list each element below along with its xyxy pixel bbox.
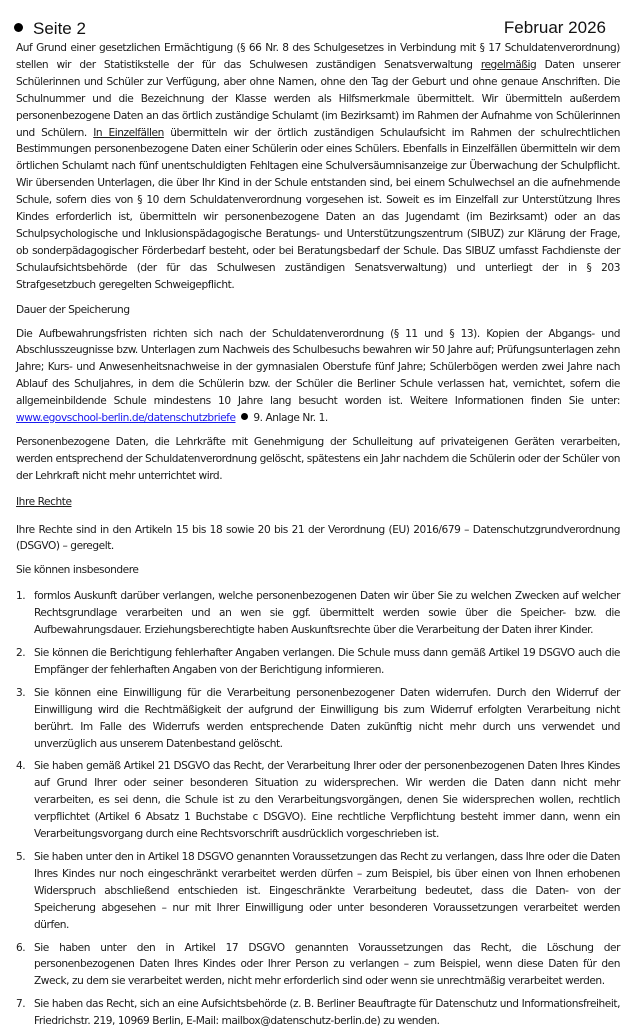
list-item (16, 588, 620, 639)
list-item-text: formlos Auskunft darüber verlangen, welche personenbezogenen Daten wir über Sie zu welchen Zwecken auf welcher Rechtsgrundlage verarbeiten und an wen sie ggf. übermittelt werden sowie über die Speicher- bzw. die Aufbewahrungsdauer. Erziehungsberechtigte haben Auskunftsrechte über die Verarbeitung der Daten ihrer Kinder. (34, 590, 620, 637)
private-devices-paragraph: Personenbezogene Daten, die Lehrkräfte mit Genehmigung der Schulleitung auf privateigenen Geräten verarbeiten, werden entsprechend der Schuldatenverordnung gelöscht, spätestens ein Jahr nachdem die Schülerin oder der Schüler von der Lehrkraft nicht mehr unterrichtet wird. (16, 435, 620, 482)
list-item-number: 7. (16, 998, 26, 1011)
list-item-text: Sie haben das Recht, sich an eine Aufsichtsbehörde (z. B. Berliner Beauftragte für Datenschutz und Informationsfreiheit, Friedrichstr. 219, 10969 Berlin, E-Mail: mailbox@datenschutz-berlin.de) zu wenden. (34, 998, 620, 1028)
list-item-text: Sie haben gemäß Artikel 21 DSGVO das Recht, der Verarbeitung Ihrer oder der personenbezogenen Daten Ihres Kindes auf Grund Ihrer oder seiner besonderen Situation zu widersprechen. Wir werden die Daten dann nicht mehr verarbeiten, es sei denn, die Schule ist zu den Verarbeitungsvorgängen, denen Sie widersprechen wollen, rechtlich verpflichtet (Artikel 6 Absatz 1 Buchstabe c DSGVO). Eine rechtliche Verpflichtung besteht immer dann, wenn ein Verarbeitungsvorgang durch eine Rechtsvorschrift ausdrücklich vorgeschrieben ist. (34, 760, 620, 841)
storage-text: Die Aufbewahrungsfristen richten sich nach der Schuldatenverordnung (§ 11 und § 13). Kopien der Abgangs- und Abschlusszeugnisse bzw. Unterlagen zum Nachweis des Schulbesuchs bewahren wir 50 Jahre auf; Prüfungsunterlagen zehn Jahre; Kurs- und Anwesenheitsnachweise in der gymnasialen Oberstufe fünf Jahre; Schülerbögen werden zwei Jahre nach Ablauf des Schuljahres, in dem die Schülerin bzw. der Schüler die Berliner Schule verlassen hat, vernichtet, sofern die allgemeinbildende Schule mindestens 10 Jahre lang besucht worden ist. Weitere Informationen finden Sie unter: (16, 327, 620, 408)
intro-paragraph (16, 40, 620, 294)
intro-text-3: übermitteln wir der örtlich zuständigen Schulaufsicht im Rahmen der schulrechtlichen Bestimmungen personenbezogene Daten einer Schülerin oder eines Schülers. Ebenfalls in Einzelfällen übermitteln wir dem örtlichen Schulamt nach fünf unentschuldigten Fehltagen eine Schulversäumnisanzeige zur Überwachung der Schulpflicht. Wir übersenden Unterlagen, die über Ihr Kind in der Schule entstanden sind, bei einem Schulwechsel an die aufnehmende Schule, sofern dies von § 10 dern Schuldatenverordnung vorgesehen ist. Soweit es im Einzelfall zur Unterstützung Ihres Kindes erforderlich ist, übermitteln wir personenbezogene Daten an das Jugendamt (im Bezirksamt) oder an das Schulpsychologische und Inklusionspädagogische Beratungs- und Unterstützungszentrum (SIBUZ) zur Klärung der Frage, ob sonderpädagogischer Förderbedarf besteht, oder bei Beratungsbedarf der Schule. Das SIBUZ umfasst Fachdienste der Schulaufsichtsbehörde (der für das Schulwesen zuständigen Senatsverwaltung) und unterliegt der in § 203 Strafgesetzbuch geregelten Schweigepflicht. (16, 126, 621, 291)
page-label (14, 19, 86, 39)
list-item-number: 3. (16, 686, 26, 699)
intro-text-2: Daten unserer Schülerinnen und Schüler zur Verfügung, aber ohne Namen, ohne den Tag der Geburt und ohne genaue Anschriften. Die Schulnummer und die Bezeichnung der Klasse werden als Hilfsmerkmale übermittelt. Wir übermitteln außerdem personenbezogene Daten an das örtlich zuständige Schulamt (im Bezirksamt) im Rahmen der Aufnahme von Schülerinnen und Schülern. (16, 58, 620, 139)
intro-underlined-einzelfaellen: In Einzelfällen (93, 126, 164, 139)
storage-paragraph (16, 326, 620, 427)
list-item-text: Sie können die Berichtigung fehlerhafter Angaben verlangen. Die Schule muss dann gemäß Artikel 19 DSGVO auch die Empfänger der fehlerhaften Angaben von der Berichtigung informieren. (34, 647, 620, 676)
intro-underlined-regelmaessig: regelmäßig (480, 58, 537, 71)
list-item (16, 849, 620, 934)
list-item-number: 6. (16, 941, 26, 954)
list-item-text: Sie können eine Einwilligung für die Verarbeitung personenbezogener Daten widerrufen. Durch den Widerruf der Einwilligung wird die Rechtmäßigkeit der aufgrund der Einwilligung bis zum Widerruf erfolgten Verarbeitung nicht berührt. Im Falle des Widerrufs werden entsprechende Daten zukünftig nicht mehr durch uns verwendet und unverzüglich aus unserem Datenbestand gelöscht. (34, 686, 620, 750)
list-item-number: 4. (16, 760, 26, 773)
list-item-number: 2. (16, 647, 26, 659)
list-item (16, 940, 620, 991)
list-item-text: Sie haben unter den in Artikel 18 DSGVO genannten Voraussetzungen das Recht zu verlangen, dass Ihre oder die Daten Ihres Kindes nur noch eingeschränkt verarbeitet werden dürfen – zum Beispiel, bis über einen von Ihnen erhobenen Widerspruch abschließend entschieden ist. Eingeschränkte Verarbeitung bedeutet, dass die Daten- von der Speicherung abgesehen – nur mit Ihrer Einwilligung oder unter besonderen Voraussetzungen verarbeitet werden dürfen. (34, 850, 620, 931)
rights-lead: Sie können insbesondere (16, 564, 139, 577)
list-item (16, 685, 620, 753)
list-item-text: Sie haben unter den in Artikel 17 DSGVO genannten Voraussetzungen das Recht, die Löschung der personenbezogenen Daten Ihres Kindes oder Ihrer Person zu verlangen – zum Beispiel, wenn diese Daten für den Zweck, zu dem sie verarbeitet werden, nicht mehr erforderlich sind oder wenn sie unrechtmäßig verarbeitet werden. (34, 941, 620, 988)
rights-heading: Ihre Rechte (16, 495, 72, 508)
storage-after-link-text: 9. Anlage Nr. 1. (250, 412, 328, 425)
document-body (16, 40, 620, 1036)
list-item (16, 645, 620, 679)
page-header (14, 18, 606, 42)
rights-intro: Ihre Rechte sind in den Artikeln 15 bis 18 sowie 20 bis 21 der Verordnung (EU) 2016/679 – Datenschutzgrundverordnung (DSGVO) – geregelt. (16, 523, 620, 553)
intro-text-1: Auf Grund einer gesetzlichen Ermächtigung (§ 66 Nr. 8 des Schulgesetzes in Verbindung mit § 17 Schuldatenverordnung) stellen wir der Statistikstelle der für das Schulwesen zuständigen Senatsverwaltung (16, 42, 620, 71)
list-item-number: 5. (16, 850, 26, 863)
bullet-icon (14, 23, 23, 32)
page-number: Seite 2 (33, 18, 86, 38)
rights-list (16, 588, 620, 1030)
bullet-icon (241, 413, 248, 420)
datenschutzbriefe-link[interactable]: www.egovschool-berlin.de/datenschutzbriefe (16, 412, 236, 425)
list-item (16, 996, 620, 1030)
document-date: Februar 2026 (503, 18, 606, 37)
storage-heading: Dauer der Speicherung (16, 303, 130, 316)
list-item-number: 1. (16, 590, 26, 603)
list-item (16, 758, 620, 843)
